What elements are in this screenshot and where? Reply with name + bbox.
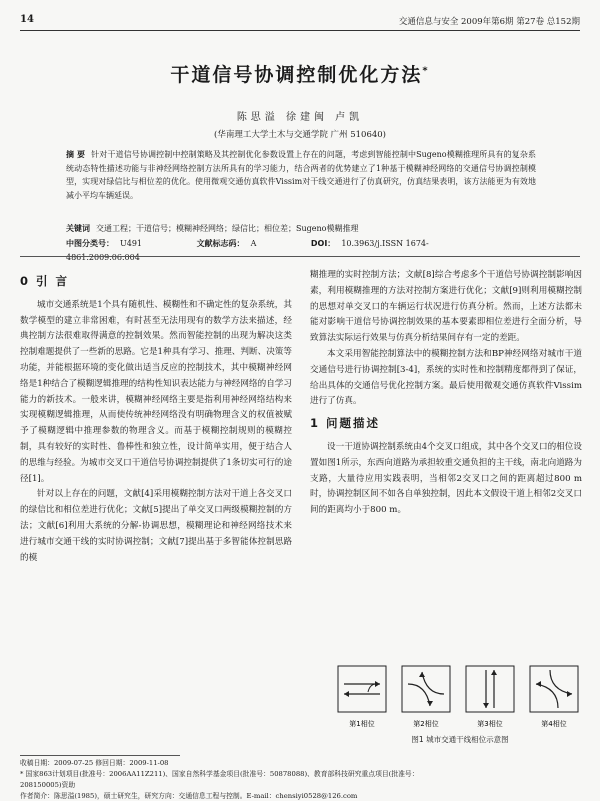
page-number: 14 — [20, 14, 34, 25]
phase-4-label: 第4相位 — [541, 720, 567, 728]
running-header — [20, 14, 580, 28]
author-list: 陈思溢 徐建闽 卢凯 — [236, 112, 364, 123]
affiliation: (华南理工大学土木与交通学院 广州 510640) — [214, 130, 386, 140]
phase-3-diagram — [466, 666, 514, 712]
abstract — [66, 148, 536, 202]
intro-paragraph-3: 本文采用智能控制算法中的模糊控制方法和BP神经网络对城市干道交通信号进行协调控制[3-4]，系统的实时性和控制精度都得到了保证，给出具体的交通信号优化控制方案。最后使用微观交通仿真软件Vissim进行了仿真。 — [310, 348, 582, 407]
footnote-funding: * 国家863计划项目(批准号：2006AA11Z211)、国家自然科学基金项目(批准号：50878088)、教育部科技研究重点项目(批准号： — [20, 770, 419, 778]
phase-2-diagram — [402, 666, 450, 712]
keywords-text: 交通工程；干道信号；模糊神经网络；绿信比；相位差；Sugeno模糊推理 — [96, 224, 359, 233]
abstract-text: 针对干道信号协调控制中控制策略及其控制优化参数设置上存在的问题，考虑到智能控制中Sugeno模糊推理所具有的复杂系统动态特性描述功能与非神经网络控制方法所具有的学习能力，结合两者的优势建立了1种基于模糊神经网络的交通信号协调控制模型，实现对绿信比与相位差的优化。使用微观交通仿真软件Vissim对干线交通进行了仿真研究，仿真结果表明，该方法能更为有效地减小平均车辆延误。 — [66, 150, 536, 200]
doi-label: DOI： — [310, 239, 336, 248]
footnote-dates: 收稿日期：2009-07-25 修回日期：2009-11-08 — [20, 759, 169, 767]
clc-label: 中图分类号： — [66, 239, 114, 248]
clc-value: U491 — [120, 239, 143, 248]
section-heading-intro: 0 引 言 — [20, 274, 70, 288]
header-rule — [20, 30, 580, 31]
left-column — [20, 268, 292, 566]
phase-1-diagram — [338, 666, 386, 712]
right-column — [310, 268, 582, 519]
keywords — [66, 222, 536, 236]
intro-paragraph-2: 针对以上存在的问题，文献[4]采用模糊控制方法对干道上各交叉口的绿信比和相位差进行优化；文献[5]提出了单交叉口两级模糊控制的方法；文献[6]利用大系统的分解-协调思想，模糊理论和神经网络技术来进行城市交通干线的实时协调控制；文献[7]提出基于多智能体控制思路的模 — [20, 489, 292, 563]
abstract-rule — [20, 256, 580, 257]
keywords-label: 关键词 — [66, 224, 90, 233]
phase-3-label: 第3相位 — [477, 720, 503, 728]
footnote-author: 作者简介：陈思溢(1985)，硕士研究生，研究方向：交通信息工程与控制。E-mail：chensiyi0528@126.com — [20, 792, 358, 800]
intro-paragraph-1: 城市交通系统是1个具有随机性、模糊性和不确定性的复杂系统，其数学模型的建立非常困难，有时甚至无法用现有的数学方法来描述，经典控制方法很难取得满意的控制效果。然而智能控制的出现为解决这类控制难题提供了一些新的思路。它是1种具有学习、推理、判断、决策等功能，并能根据环境的变化做出适当反应的控制技术，其中模糊神经网络是1种结合了模糊逻辑推理的结构性知识表达能力与神经网络的自学习能力的新技术。一般来讲，模糊神经网络主要是指利用神经网络结构来实现模糊逻辑推理，从而使传统神经网络没有明确物理含义的权值被赋予了模糊逻辑中推理参数的物理含义。而基于模糊控制规则的模糊控制，具有较好的实时性、鲁棒性和独立性，设计简单实用，便于结合人的思维与经验。为城市交叉口干道信号协调控制提供了1条切实可行的途径[1]。 — [20, 299, 292, 484]
abstract-label: 摘 要 — [66, 150, 86, 159]
section-heading-problem: 1 问题描述 — [310, 416, 381, 431]
phase-1-label: 第1相位 — [349, 720, 375, 728]
problem-paragraph: 设一干道协调控制系统由4个交叉口组成，其中各个交叉口的相位设置如图1所示，东西向道路为承担较重交通负担的主干线，南北向道路为支路，大量待应用实践表明，当相邻2交叉口之间的距离超过800 m时，协调控制区间不如各自单独控制，因此本文假设干道上相邻2交叉口间的距离均小于800 m。 — [310, 441, 582, 516]
figure-caption: 图1 城市交通干线相位示意图 — [411, 735, 509, 744]
phase-4-diagram — [530, 666, 578, 712]
doc-code-value: A — [250, 239, 257, 248]
journal-info: 交通信息与安全 2009年第6期 第27卷 总152期 — [398, 17, 580, 27]
doc-code-label: 文献标志码： — [196, 239, 245, 248]
title-footnote-mark: * — [422, 65, 430, 77]
phase-figure — [330, 660, 590, 732]
footnote-funding-cont: 208150005)资助 — [20, 781, 76, 789]
phase-2-label: 第2相位 — [413, 720, 439, 728]
footnote-rule — [20, 755, 180, 756]
title-text: 干道信号协调控制优化方法 — [170, 64, 423, 86]
classification-line — [66, 237, 536, 264]
intro-paragraph-continued: 糊推理的实时控制方法；文献[8]综合考虑多个干道信号协调控制影响因素，利用模糊推理的方法对控制方案进行优化；文献[9]则利用模糊控制的思想对单交叉口的车辆运行状况进行仿真分析。然而，上述方法都未能对影响干道信号协调控制效果的基本要素即相位差进行全面分析，导致算法实际运行效果与仿真分析结果间存有一定的差距。 — [310, 270, 582, 344]
paper-title — [0, 60, 600, 87]
doi-value: 10.3963/j.ISSN 1674-4861.2009.06.004 — [66, 239, 429, 262]
